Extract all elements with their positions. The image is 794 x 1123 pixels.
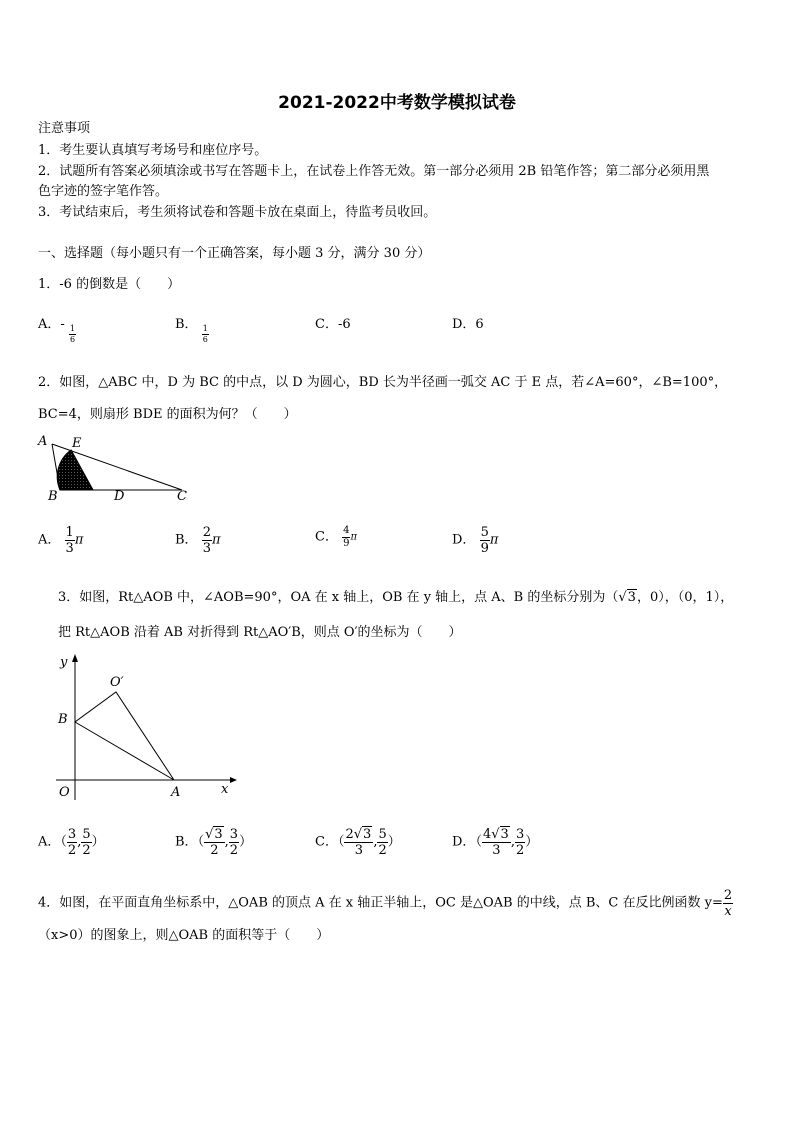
- notice-item-3: 3．考试结束后，考生须将试卷和答题卡放在桌面上，待监考员收回。: [38, 205, 437, 220]
- q2-option-a: A． $\frac{1}{3}$ π: [38, 525, 84, 556]
- q1-stem: 1．-6 的倒数是（ ）: [38, 277, 181, 292]
- q2-label-c: C: [177, 489, 187, 504]
- q3-label-o-prime: O′: [110, 675, 124, 690]
- q3-stem-line1: 3．如图，Rt△AOB 中，∠AOB=90°，OA 在 x 轴上，OB 在 y 轴上，点 A、B 的坐标分别为（√3，0），（0，1），: [58, 590, 734, 605]
- q3-option-d: D．（ $\frac{4√3}{3}$ , $\frac{3}{2}$ ）: [452, 827, 539, 858]
- section-heading: 一、选择题（每小题只有一个正确答案，每小题 3 分，满分 30 分）: [38, 246, 431, 261]
- notice-heading: 注意事项: [38, 121, 91, 136]
- notice-item-1: 1．考生要认真填写考场号和座位序号。: [38, 143, 268, 158]
- q3-triangle-ao-prime-b: [75, 692, 174, 780]
- q2-label-d: D: [114, 489, 125, 504]
- q1-option-b: B． $\frac{1}{6}$: [175, 317, 208, 344]
- notice-item-2: 2．试题所有答案必须填涂或书写在答题卡上，在试卷上作答无效。第一部分必须用 2B 铅笔作答；第二部分必须用黑: [38, 164, 710, 179]
- q2-label-a: A: [38, 434, 48, 449]
- q1-option-c: C．-6: [315, 317, 351, 332]
- q1-option-a-fraction: $\frac{1}{6}$: [69, 324, 76, 344]
- q2-label-e: E: [72, 436, 82, 451]
- q2-stem-line2: BC=4，则扇形 BDE 的面积为何？（ ）: [38, 407, 297, 422]
- q1-option-a: A．- $\frac{1}{6}$: [38, 317, 76, 344]
- page-title: 2021-2022中考数学模拟试卷: [278, 93, 516, 113]
- q2-stem-line1: 2．如图，△ABC 中，D 为 BC 的中点，以 D 为圆心，BD 长为半径画一弧交 AC 于 E 点，若∠A=60°，∠B=100°，: [38, 375, 728, 390]
- q3-coordinate-figure: [50, 650, 240, 802]
- q3-label-y: y: [60, 655, 68, 670]
- q3-label-b: B: [58, 712, 68, 727]
- q3-option-a: A．（ $\frac{3}{2}$ , $\frac{5}{2}$ ）: [38, 827, 105, 858]
- q3-label-o: O: [59, 785, 70, 800]
- q2-label-b: B: [48, 489, 58, 504]
- q3-option-b: B．（ $\frac{√3}{2}$ , $\frac{3}{2}$ ）: [175, 827, 253, 858]
- q3-label-a: A: [171, 785, 181, 800]
- q2-triangle-figure: [34, 432, 194, 504]
- q2-option-d: D． $\frac{5}{9}$ π: [452, 525, 499, 556]
- q2-sector-bde: [57, 450, 93, 490]
- q1-option-b-fraction: $\frac{1}{6}$: [202, 324, 208, 344]
- q3-x-arrow: [230, 777, 237, 783]
- notice-item-2-cont: 色字迹的签字笔作答。: [38, 184, 169, 199]
- q1-option-d: D．6: [452, 317, 484, 332]
- q3-y-arrow: [72, 654, 78, 662]
- q2-option-b: B． $\frac{2}{3}$ π: [175, 525, 221, 556]
- q3-label-x: x: [221, 782, 229, 797]
- q4-stem-line2: （x>0）的图象上，则△OAB 的面积等于（ ）: [38, 928, 330, 943]
- q4-stem-line1: 4．如图，在平面直角坐标系中，△OAB 的顶点 A 在 x 轴正半轴上，OC 是△OAB 的中线，点 B、C 在反比例函数 y= $\frac{2}{x}$: [38, 888, 733, 919]
- q3-stem-line2: 把 Rt△AOB 沿着 AB 对折得到 Rt△AO′B，则点 O′的坐标为（ ）: [58, 625, 462, 640]
- q2-option-c: C． $\frac{4}{9}$ π: [315, 525, 358, 549]
- q3-option-c: C．（ $\frac{2√3}{3}$ , $\frac{5}{2}$ ）: [315, 827, 401, 858]
